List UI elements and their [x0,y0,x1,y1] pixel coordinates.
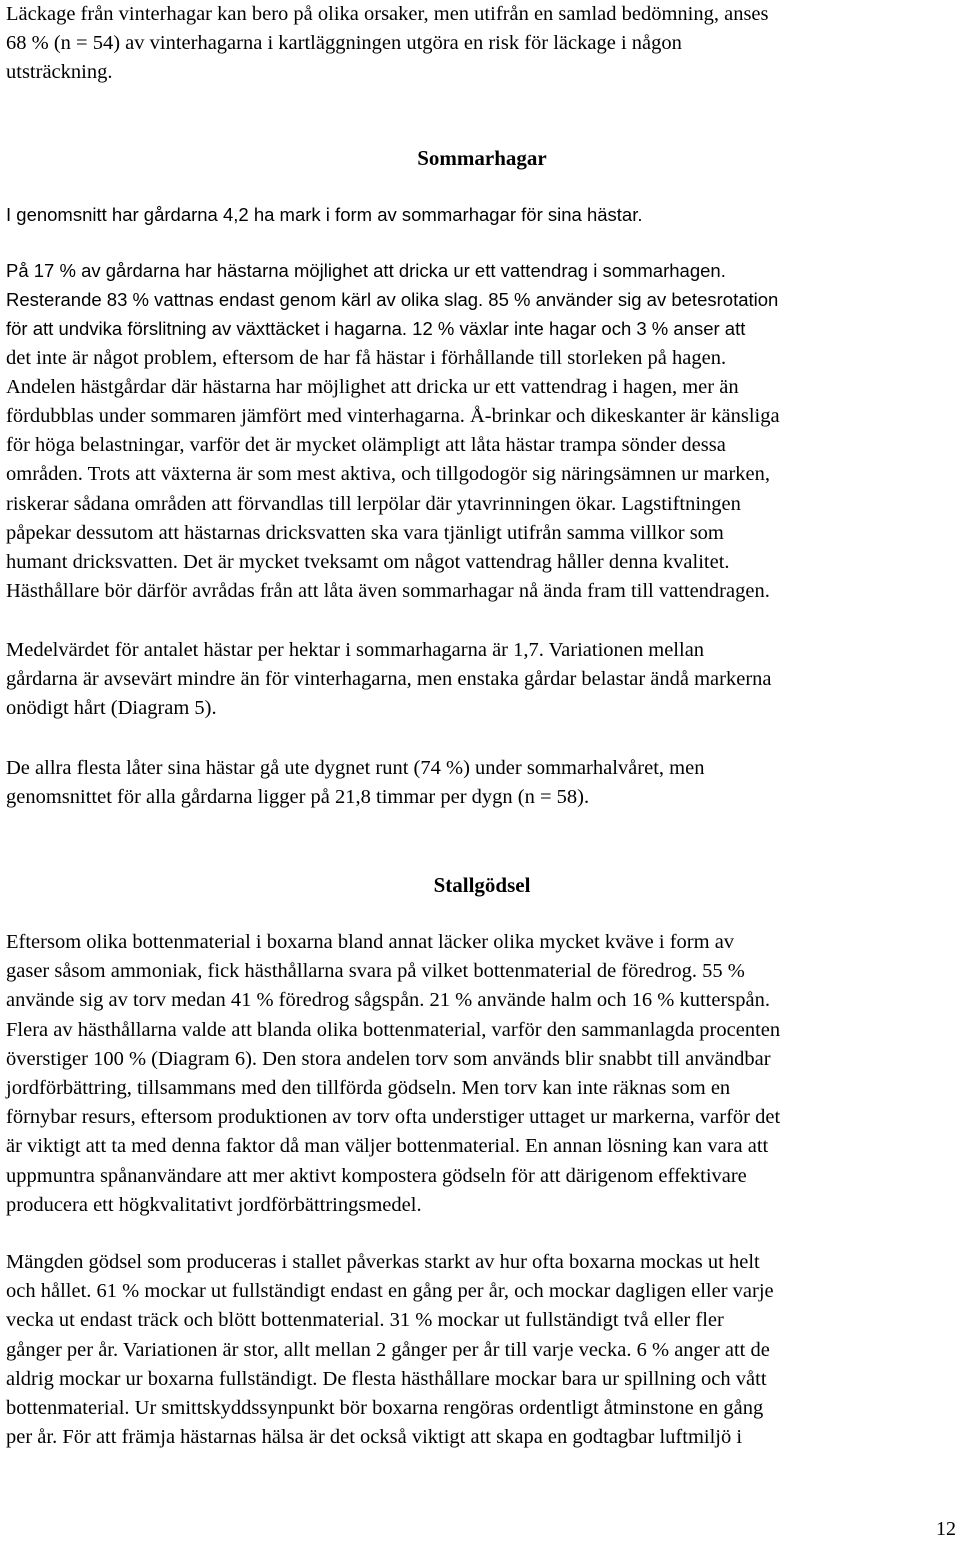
text-line: utsträckning. [6,61,113,84]
text-line: per år. För att främja hästarnas hälsa är det också viktigt att skapa en godtagbar luftmiljö i [6,1426,743,1449]
section-heading-stallgodsel: Stallgödsel [433,873,531,897]
text-line: På 17 % av gårdarna har hästarna möjlighet att dricka ur ett vattendrag i sommarhagen. [6,260,726,281]
text-line: för höga belastningar, varför det är mycket olämpligt att låta hästar trampa sönder dessa [6,434,726,457]
sommarhagar-paragraph-4 [6,754,704,812]
text-line: fördubblas under sommaren jämfört med vinterhagarna. Å-brinkar och dikeskanter är känsliga [6,405,780,428]
text-line: använde sig av torv medan 41 % föredrog sågspån. 21 % använde halm och 16 % kutterspån. [6,989,770,1012]
text-line: områden. Trots att växterna är som mest aktiva, och tillgodogör sig näringsämnen ur marken, [6,463,771,486]
text-line: Eftersom olika bottenmaterial i boxarna bland annat läcker olika mycket kväve i form av [6,931,735,953]
text-line: I genomsnitt har gårdarna 4,2 ha mark i form av sommarhagar för sina hästar. [6,204,643,225]
text-line: jordförbättring, tillsammans med den tillförda gödseln. Men torv kan inte räknas som en [6,1077,731,1100]
stallgodsel-paragraph-1 [6,928,780,1220]
stallgodsel-paragraph-2 [6,1248,774,1452]
text-line: gaser såsom ammoniak, fick hästhållarna svara på vilket bottenmaterial de föredrog. 55 % [6,960,745,983]
text-line: producera ett högkvalitativt jordförbättringsmedel. [6,1193,422,1216]
text-line: De allra flesta låter sina hästar gå ute dygnet runt (74 %) under sommarhalvåret, men [6,757,705,779]
text-line: Resterande 83 % vattnas endast genom kärl av olika slag. 85 % använder sig av betesrotation [6,289,779,311]
text-line: Flera av hästhållarna valde att blanda olika bottenmaterial, varför den sammanlagda procenten [6,1018,781,1041]
text-line: gårdarna är avsevärt mindre än för vinterhagarna, men enstaka gårdar belastar ändå markerna [6,668,772,691]
text-line: Andelen hästgårdar där hästarna har möjlighet att dricka ur ett vattendrag i hagen, mer än [6,375,739,398]
text-line: genomsnittet för alla gårdarna ligger på 21,8 timmar per dygn (n = 58). [6,786,590,809]
text-line: gånger per år. Variationen är stor, allt mellan 2 gånger per år till varje vecka. 6 % anger att de [6,1338,770,1361]
text-line: påpekar dessutom att hästarnas dricksvatten ska vara tjänligt utifrån samma villkor som [6,521,724,544]
text-line: Medelvärdet för antalet hästar per hektar i sommarhagarna är 1,7. Variationen mellan [6,639,705,661]
text-line: är viktigt att ta med denna faktor då man väljer bottenmaterial. En annan lösning kan vara att [6,1135,769,1158]
text-line: och hållet. 61 % mockar ut fullständigt endast en gång per år, och mockar dagligen eller varje [6,1280,774,1303]
intro-paragraph [6,0,769,88]
text-line: onödigt hårt (Diagram 5). [6,697,217,720]
text-line: riskerar sådana områden att förvandlas till lerpölar där ytavrinningen ökar. Lagstiftningen [6,492,741,515]
text-line: aldrig mockar ur boxarna fullständigt. De flesta hästhållare mockar bara ur spillning och vått [6,1367,767,1390]
sommarhagar-paragraph-1 [6,200,643,229]
text-line: bottenmaterial. Ur smittskyddssynpunkt bör boxarna rengöras ordentligt åtminstone en gång [6,1397,764,1420]
text-line: det inte är något problem, eftersom de har få hästar i förhållande till storleken på hagen. [6,346,727,369]
text-line: 68 % (n = 54) av vinterhagarna i kartläggningen utgöra en risk för läckage i någon [6,32,682,55]
text-line: Hästhållare bör därför avrådas från att låta även sommarhagar nå ända fram till vattendragen. [6,580,770,603]
text-line: Läckage från vinterhagar kan bero på olika orsaker, men utifrån en samlad bedömning, anses [6,3,769,25]
text-line: vecka ut endast träck och blött bottenmaterial. 31 % mockar ut fullständigt två eller fler [6,1309,724,1332]
page-number: 12 [936,1518,956,1540]
text-line: för att undvika förslitning av växttäcket i hagarna. 12 % växlar inte hagar och 3 % anser att [6,318,746,340]
text-line: uppmuntra spånanvändare att mer aktivt kompostera gödseln för att därigenom effektivare [6,1164,747,1187]
text-line: humant dricksvatten. Det är mycket tveksamt om något vattendrag håller denna kvalitet. [6,551,730,574]
section-heading-sommarhagar: Sommarhagar [417,146,547,170]
text-line: överstiger 100 % (Diagram 6). Den stora andelen torv som används blir snabbt till användbar [6,1047,771,1070]
sommarhagar-paragraph-2 [6,256,780,606]
sommarhagar-paragraph-3 [6,636,772,724]
text-line: förnybar resurs, eftersom produktionen av torv ofta understiger uttaget ur markerna, varför det [6,1106,781,1129]
text-line: Mängden gödsel som produceras i stallet påverkas starkt av hur ofta boxarna mockas ut helt [6,1251,760,1273]
